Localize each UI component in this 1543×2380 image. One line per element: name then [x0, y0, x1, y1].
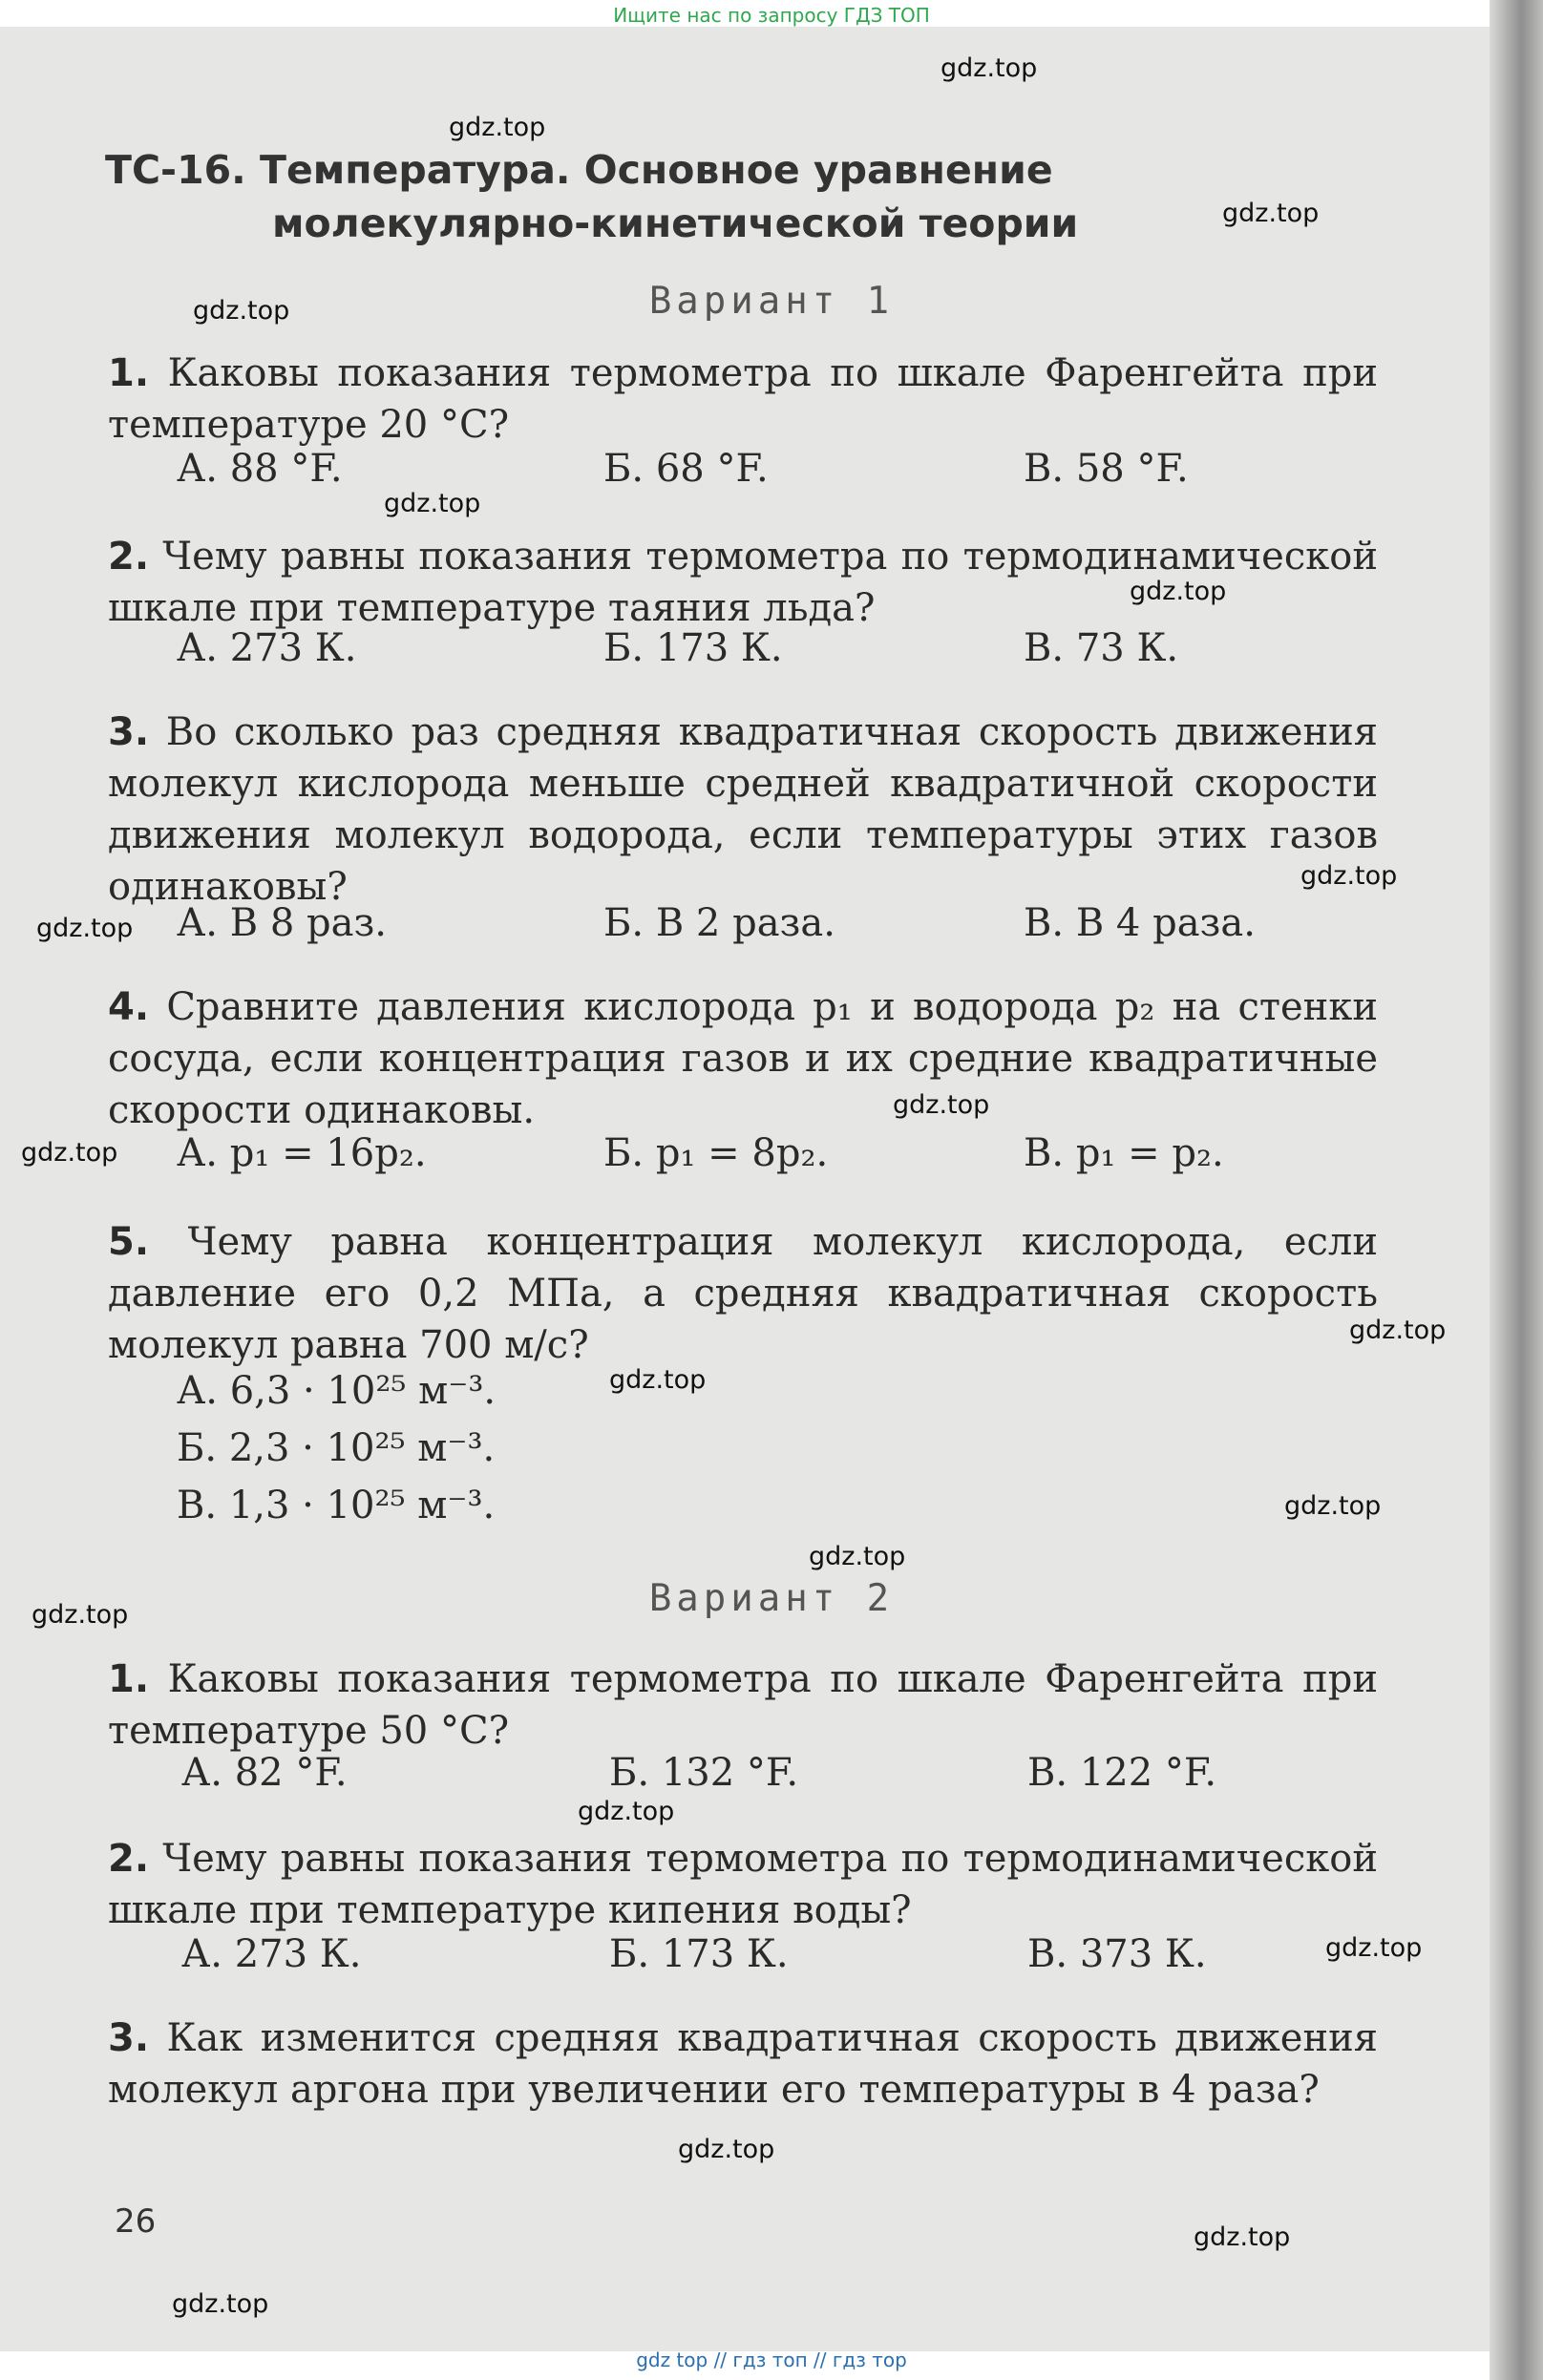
v2-question-1: [108, 1653, 1378, 1757]
answer-c: В. 58 °F.: [1024, 447, 1189, 491]
question-number: 4.: [108, 985, 150, 1029]
watermark: gdz.top: [941, 53, 1038, 83]
title-line-2: молекулярно-кинетической теории: [272, 200, 1079, 246]
answer-b: Б. 68 °F.: [603, 447, 769, 491]
question-text: Как изменится средняя квадратичная скорость движения молекул аргона при увеличении его температуры в 4 раза?: [108, 2016, 1379, 2112]
watermark: gdz.top: [893, 1090, 990, 1120]
question-number: 2.: [108, 535, 150, 579]
answer-c: В. p₁ = p₂.: [1024, 1131, 1224, 1175]
v1-question-3: [108, 706, 1378, 913]
answer-b: Б. 2,3 · 10²⁵ м⁻³.: [177, 1426, 496, 1470]
answer-b: Б. 173 К.: [609, 1932, 789, 1976]
question-number: 5.: [108, 1220, 150, 1264]
question-text: Каковы показания термометра по шкале Фаренгейта при температуре 50 °С?: [108, 1657, 1378, 1753]
answer-b: Б. В 2 раза.: [603, 901, 835, 945]
question-number: 1.: [108, 1657, 150, 1701]
question-number: 2.: [108, 1837, 150, 1881]
watermark: gdz.top: [36, 914, 134, 943]
answer-a: А. 273 К.: [181, 1932, 362, 1976]
bottom-banner[interactable]: gdz top // гдз топ // гдз тор: [636, 2348, 907, 2371]
watermark: gdz.top: [1325, 1933, 1423, 1963]
watermark: gdz.top: [1349, 1316, 1447, 1345]
title-line-1: ТС-16. Температура. Основное уравнение: [105, 147, 1053, 193]
top-banner[interactable]: Ищите нас по запросу ГДЗ ТОП: [613, 4, 930, 27]
page-title: [105, 143, 1155, 250]
v1-question-5: [108, 1216, 1378, 1371]
answer-c: В. 122 °F.: [1027, 1751, 1217, 1795]
answer-a: А. 82 °F.: [181, 1751, 348, 1795]
v1-question-2: [108, 531, 1378, 634]
v2-question-3: [108, 2012, 1378, 2116]
watermark: gdz.top: [193, 296, 290, 326]
question-text: Каковы показания термометра по шкале Фаренгейта при температуре 20 °С?: [108, 351, 1378, 447]
answer-b: Б. 173 К.: [603, 626, 783, 670]
answer-b: Б. 132 °F.: [609, 1751, 799, 1795]
watermark: gdz.top: [384, 489, 481, 518]
answer-a: А. 273 К.: [177, 626, 357, 670]
watermark: gdz.top: [578, 1797, 675, 1826]
watermark: gdz.top: [1130, 577, 1227, 606]
question-text: Чему равны показания термометра по термодинамической шкале при температуре таяния льда?: [108, 535, 1378, 630]
question-number: 3.: [108, 710, 150, 754]
watermark: gdz.top: [609, 1365, 707, 1395]
answer-a: А. p₁ = 16p₂.: [177, 1131, 427, 1175]
watermark: gdz.top: [809, 1542, 906, 1571]
question-number: 1.: [108, 351, 150, 395]
variant-1-heading: Вариант 1: [648, 280, 895, 323]
answer-c: В. 373 К.: [1027, 1932, 1207, 1976]
question-text: Во сколько раз средняя квадратичная скорость движения молекул кислорода меньше средней квадратичной скорости движения молекул водорода, если температуры этих газов одинаковы?: [108, 710, 1379, 909]
v1-question-4: [108, 981, 1378, 1136]
answer-a: А. 88 °F.: [177, 447, 343, 491]
variant-2-heading: Вариант 2: [648, 1577, 895, 1620]
answer-a: А. 6,3 · 10²⁵ м⁻³.: [177, 1369, 497, 1413]
page-number: 26: [115, 2202, 157, 2241]
v1-question-1: [108, 348, 1378, 451]
question-text: Чему равна концентрация молекул кислорода, если давление его 0,2 МПа, а средняя квадратичная скорость молекул равна 700 м/с?: [108, 1220, 1378, 1367]
watermark: gdz.top: [678, 2135, 775, 2164]
answer-c: В. 1,3 · 10²⁵ м⁻³.: [177, 1484, 496, 1527]
answer-a: А. В 8 раз.: [177, 901, 387, 945]
watermark: gdz.top: [21, 1138, 118, 1168]
question-text: Чему равны показания термометра по термодинамической шкале при температуре кипения воды?: [108, 1837, 1378, 1932]
watermark: gdz.top: [1194, 2222, 1291, 2252]
watermark: gdz.top: [1300, 861, 1398, 891]
watermark: gdz.top: [449, 113, 546, 142]
watermark: gdz.top: [1284, 1491, 1382, 1521]
question-text: Сравните давления кислорода p₁ и водорода p₂ на стенки сосуда, если концентрация газов и их средние квадратичные скорости одинаковы.: [108, 985, 1379, 1132]
question-number: 3.: [108, 2016, 150, 2060]
watermark: gdz.top: [1222, 199, 1320, 228]
watermark: gdz.top: [172, 2289, 269, 2319]
v2-question-2: [108, 1833, 1378, 1936]
watermark: gdz.top: [32, 1600, 129, 1630]
answer-c: В. В 4 раза.: [1024, 901, 1256, 945]
answer-c: В. 73 К.: [1024, 626, 1179, 670]
answer-b: Б. p₁ = 8p₂.: [603, 1131, 829, 1175]
page-edge: [1490, 0, 1543, 2380]
